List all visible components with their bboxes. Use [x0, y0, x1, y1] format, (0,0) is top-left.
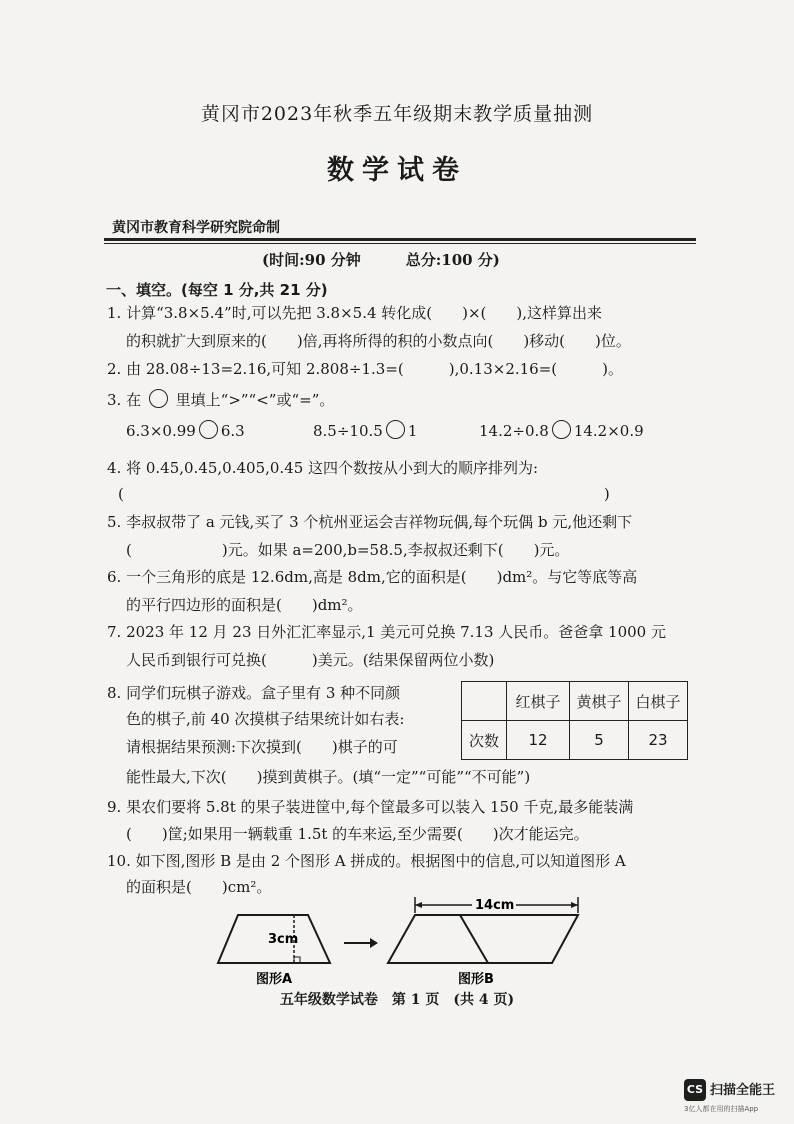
exam-header-title: 黄冈市2023年秋季五年级期末教学质量抽测: [200, 103, 594, 125]
section-heading: 一、填空。(每空 1 分,共 21 分): [106, 281, 328, 299]
question-3-item-3: [479, 420, 644, 441]
table-cell-red: 12: [507, 721, 570, 760]
figure-a-label: 图形A: [256, 972, 293, 987]
exam-subject-title: 数学试卷: [327, 155, 467, 186]
question-3-item-1: [126, 420, 245, 441]
question-3-line-1: [107, 389, 334, 410]
question-3-prefix: 3. 在: [107, 391, 142, 409]
question-9-line-2: ( )筐;如果用一辆载重 1.5t 的车来运,至少需要( )次才能运完。: [126, 825, 589, 843]
question-1-line-1: 1. 计算“3.8×5.4”时,可以先把 3.8×5.4 转化成( )×( ),这样算出来: [107, 304, 603, 322]
compare-circle-icon[interactable]: [552, 420, 571, 439]
table-row-label: 次数: [462, 721, 507, 760]
table-cell-yellow: 5: [570, 721, 629, 760]
question-4-answer-line: ( ): [118, 485, 610, 503]
compare-circle-icon: [149, 389, 168, 408]
exam-time-info: (时间:90 分钟 总分:100 分): [262, 251, 500, 269]
table-header-row: [462, 682, 688, 721]
table-header-red: 红棋子: [507, 682, 570, 721]
page-footer: 五年级数学试卷 第 1 页 (共 4 页): [279, 992, 515, 1008]
question-1-line-2: 的积就扩大到原来的( )倍,再将所得的积的小数点向( )移动( )位。: [126, 332, 631, 350]
q3-item-3-right: 14.2×0.9: [573, 422, 644, 440]
q3-item-2-right: 1: [407, 422, 418, 440]
question-8-line-2: 色的棋子,前 40 次摸棋子结果统计如右表:: [126, 710, 405, 728]
question-6-line-2: 的平行四边形的面积是( )dm²。: [126, 596, 363, 614]
header-rule-thin: [104, 243, 696, 244]
question-3-suffix: 里填上“>”“<”或“=”。: [175, 391, 335, 409]
table-cell-white: 23: [629, 721, 688, 760]
question-10-line-1: 10. 如下图,图形 B 是由 2 个图形 A 拼成的。根据图中的信息,可以知道图形 A: [107, 852, 626, 870]
table-header-yellow: 黄棋子: [570, 682, 629, 721]
question-2-line-1: 2. 由 28.08÷13=2.16,可知 2.808÷1.3=( ),0.13×2.16=( )。: [107, 360, 623, 378]
question-7-line-2: 人民币到银行可兑换( )美元。(结果保留两位小数): [126, 651, 495, 669]
question-5-line-1: 5. 李叔叔带了 a 元钱,买了 3 个杭州亚运会吉祥物玩偶,每个玩偶 b 元,他还剩下: [107, 513, 633, 531]
question-8-line-1: 8. 同学们玩棋子游戏。盒子里有 3 种不同颜: [107, 684, 401, 702]
scanner-logo-icon: CS: [684, 1079, 706, 1101]
q3-item-2-left: 8.5÷10.5: [313, 422, 383, 440]
question-4-line-1: 4. 将 0.45,0.45,0.405,0.45 这四个数按从小到大的顺序排列为:: [107, 459, 539, 477]
figure-b-label: 图形B: [458, 972, 494, 987]
q3-item-3-left: 14.2÷0.8: [479, 422, 549, 440]
table-row: [462, 721, 688, 760]
chess-count-table: [461, 681, 688, 760]
q3-item-1-left: 6.3×0.99: [126, 422, 196, 440]
question-8-line-4: 能性最大,下次( )摸到黄棋子。(填“一定”“可能”“不可能”): [126, 768, 531, 786]
scanner-app-name: 扫描全能王: [710, 1083, 776, 1098]
arrow-head-icon: [370, 938, 378, 948]
compare-circle-icon[interactable]: [386, 420, 405, 439]
exam-author: 黄冈市教育科学研究院命制: [112, 220, 280, 236]
height-label: 3cm: [268, 932, 299, 947]
question-10-line-2: 的面积是( )cm²。: [126, 878, 272, 896]
question-5-line-2: ( )元。如果 a=200,b=58.5,李叔叔还剩下( )元。: [126, 541, 570, 559]
width-label: 14cm: [475, 898, 515, 913]
compare-circle-icon[interactable]: [199, 420, 218, 439]
question-7-line-1: 7. 2023 年 12 月 23 日外汇汇率显示,1 美元可兑换 7.13 人民币。爸爸拿 1000 元: [107, 623, 666, 641]
table-header-white: 白棋子: [629, 682, 688, 721]
question-8-line-3: 请根据结果预测:下次摸到( )棋子的可: [126, 738, 398, 756]
question-9-line-1: 9. 果农们要将 5.8t 的果子装进筐中,每个筐最多可以装入 150 千克,最多能装满: [107, 798, 634, 816]
figure-b-split-line: [460, 915, 488, 963]
shape-figure: [210, 895, 590, 990]
table-corner-cell: [462, 682, 507, 721]
q3-item-1-right: 6.3: [220, 422, 245, 440]
dimension-arrow-left-icon: [415, 902, 422, 908]
dimension-arrow-right-icon: [571, 902, 578, 908]
question-3-item-2: [313, 420, 417, 441]
question-6-line-1: 6. 一个三角形的底是 12.6dm,高是 8dm,它的面积是( )dm²。与它等底等高: [107, 568, 638, 586]
scanner-app-tagline: 3亿人都在用的扫描App: [684, 1105, 759, 1113]
header-rule-thick: [104, 238, 696, 241]
